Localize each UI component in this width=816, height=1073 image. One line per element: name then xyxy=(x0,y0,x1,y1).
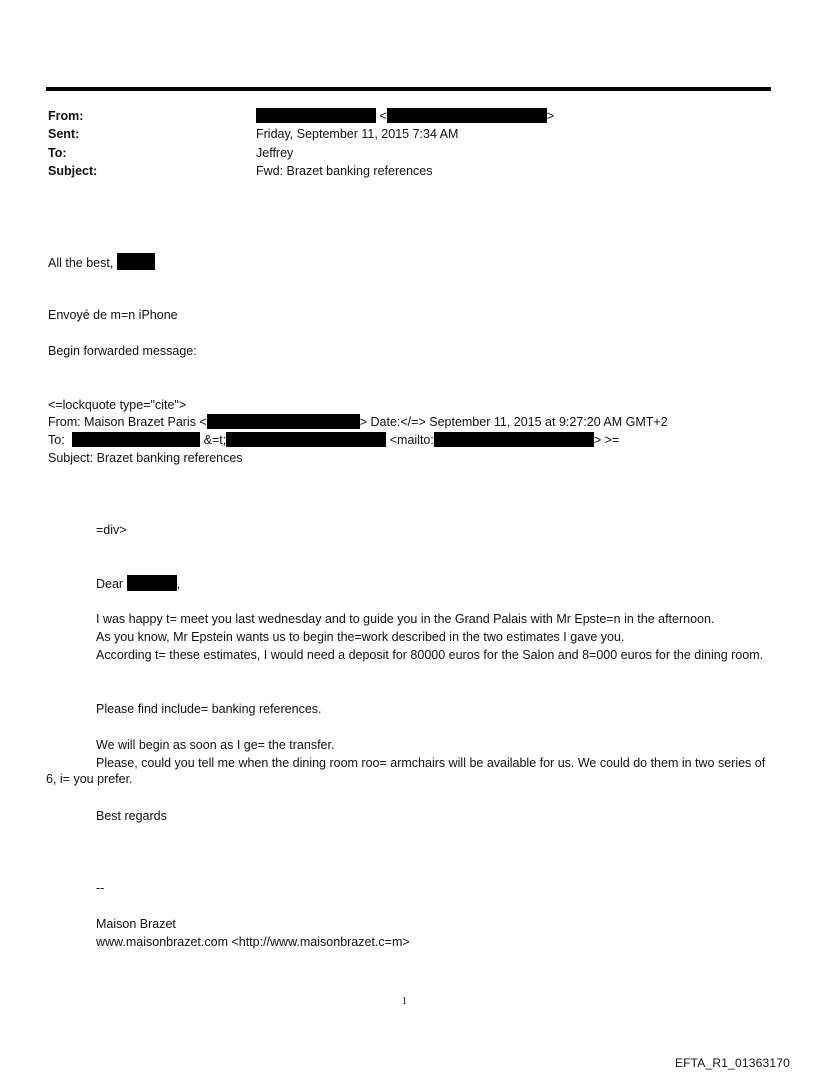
redaction-fwd-to-mailto xyxy=(434,432,594,447)
company-name: Maison Brazet xyxy=(96,917,176,931)
fwd-to-line xyxy=(48,432,619,448)
to-label: To: xyxy=(48,146,67,160)
begin-forwarded: Begin forwarded message: xyxy=(48,344,197,358)
fwd-subject-line: Subject: Brazet banking references xyxy=(48,451,243,465)
paragraph-3-text: According t= these estimates, I would need a deposit for 80000 euros for the Salon and 8=000 euros for the dining room. xyxy=(96,648,764,662)
sent-label: Sent: xyxy=(48,127,80,141)
document-id: EFTA_R1_01363170 xyxy=(674,1056,790,1070)
from-value xyxy=(256,108,554,124)
redaction-sender-name xyxy=(256,108,376,123)
best-regards: Best regards xyxy=(96,809,167,823)
paragraph-6 xyxy=(46,755,771,787)
redaction-fwd-to-email xyxy=(226,432,386,447)
from-lt: < xyxy=(379,109,387,123)
fwd-to-label: To: xyxy=(48,433,65,447)
subject-label: Subject: xyxy=(48,164,98,178)
sent-value: Friday, September 11, 2015 7:34 AM xyxy=(256,127,459,141)
blockquote-tag: <=lockquote type="cite"> xyxy=(48,398,187,412)
from-label: From: xyxy=(48,109,84,123)
redaction-signoff-name xyxy=(117,253,155,270)
signoff-line xyxy=(48,253,155,271)
paragraph-4: Please find include= banking references. xyxy=(96,702,322,716)
signoff-text: All the best, xyxy=(48,256,114,270)
div-tag: =div> xyxy=(96,523,127,537)
paragraph-6-text: Please, could you tell me when the dining room roo= armchairs will be available for us. We could do them in two series of 6, i= you prefer. xyxy=(46,756,766,786)
from-gt: > xyxy=(546,109,555,123)
fwd-from-prefix: From: Maison Brazet Paris < xyxy=(48,415,207,429)
page-number: 1 xyxy=(402,996,407,1007)
signature-dashes: -- xyxy=(96,881,105,895)
greeting-line xyxy=(96,575,180,592)
fwd-to-amp: &=t; xyxy=(203,433,227,447)
paragraph-5: We will begin as soon as I ge= the transfer. xyxy=(96,738,335,752)
subject-value: Fwd: Brazet banking references xyxy=(256,164,433,178)
redaction-fwd-to-name xyxy=(72,432,200,447)
fwd-to-mailto: <mailto: xyxy=(389,433,434,447)
redaction-recipient-name xyxy=(127,575,177,591)
header-rule xyxy=(46,87,771,91)
paragraph-1: I was happy t= meet you last wednesday and to guide you in the Grand Palais with Mr Epste=n in the afternoon. xyxy=(96,612,715,626)
redaction-sender-email xyxy=(387,108,547,123)
fwd-from-line xyxy=(48,414,668,430)
fwd-to-end: > >= xyxy=(593,433,620,447)
greeting-dear: Dear xyxy=(96,577,124,591)
company-website: www.maisonbrazet.com <http://www.maisonbrazet.c=m> xyxy=(96,935,410,949)
to-value: Jeffrey xyxy=(256,146,294,160)
paragraph-3 xyxy=(46,647,771,663)
greeting-comma: , xyxy=(176,577,181,591)
iphone-signature: Envoyé de m=n iPhone xyxy=(48,308,178,322)
redaction-fwd-from-email xyxy=(207,414,360,429)
fwd-from-suffix: > Date:</=> September 11, 2015 at 9:27:20 AM GMT+2 xyxy=(359,415,668,429)
paragraph-2: As you know, Mr Epstein wants us to begin the=work described in the two estimates I gave you. xyxy=(96,630,625,644)
